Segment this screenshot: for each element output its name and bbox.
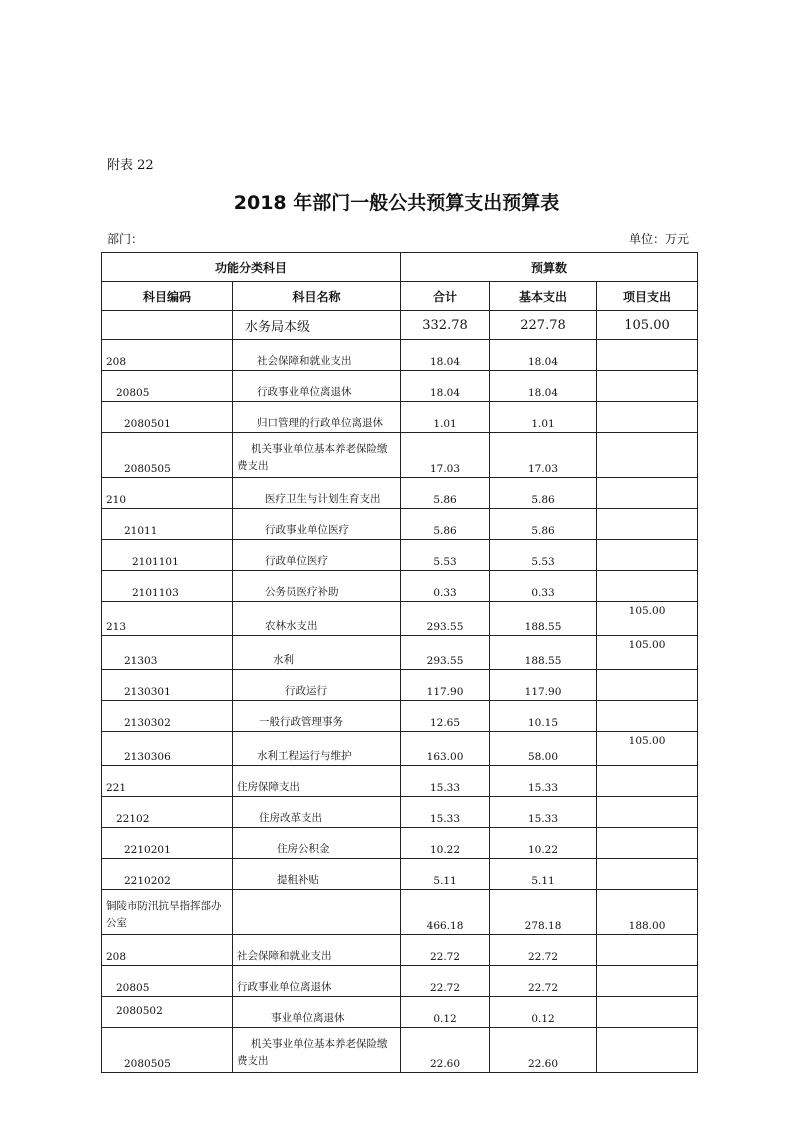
cell-project xyxy=(597,340,698,371)
cell-name: 一般行政管理事务 xyxy=(233,701,401,732)
cell-total: 12.65 xyxy=(401,701,490,732)
cell-basic: 10.15 xyxy=(490,701,597,732)
cell-code: 铜陵市防汛抗旱指挥部办公室 xyxy=(102,890,233,935)
cell-project xyxy=(597,571,698,602)
cell-name: 行政单位医疗 xyxy=(233,540,401,571)
cell-project xyxy=(597,509,698,540)
cell-project xyxy=(597,478,698,509)
cell-name: 行政事业单位离退休 xyxy=(233,371,401,402)
cell-basic: 5.86 xyxy=(490,509,597,540)
header-basic: 基本支出 xyxy=(490,282,597,311)
cell-code: 2130301 xyxy=(102,670,233,701)
cell-code: 208 xyxy=(102,340,233,371)
cell-total: 5.53 xyxy=(401,540,490,571)
cell-code: 2080501 xyxy=(102,402,233,433)
budget-table xyxy=(101,252,698,1073)
cell-basic: 1.01 xyxy=(490,402,597,433)
cell-project xyxy=(597,935,698,966)
cell-total: 17.03 xyxy=(401,433,490,478)
cell-name: 归口管理的行政单位离退休 xyxy=(233,402,401,433)
cell-basic: 227.78 xyxy=(490,311,597,340)
cell-code: 2130302 xyxy=(102,701,233,732)
cell-basic: 22.60 xyxy=(490,1028,597,1073)
table-header-row xyxy=(102,282,698,311)
cell-basic: 278.18 xyxy=(490,890,597,935)
cell-code: 2080505 xyxy=(102,433,233,478)
cell-total: 5.86 xyxy=(401,478,490,509)
header-budget-group: 预算数 xyxy=(401,253,698,282)
cell-basic: 0.12 xyxy=(490,997,597,1028)
cell-project xyxy=(597,966,698,997)
cell-basic: 188.55 xyxy=(490,602,597,636)
cell-name: 水利工程运行与维护 xyxy=(233,732,401,766)
table-row xyxy=(102,636,698,670)
cell-code: 21303 xyxy=(102,636,233,670)
cell-name: 事业单位离退休 xyxy=(233,997,401,1028)
cell-total: 15.33 xyxy=(401,766,490,797)
header-total: 合计 xyxy=(401,282,490,311)
cell-basic: 18.04 xyxy=(490,340,597,371)
cell-project xyxy=(597,701,698,732)
cell-basic: 15.33 xyxy=(490,797,597,828)
table-row xyxy=(102,602,698,636)
cell-name: 住房公积金 xyxy=(233,828,401,859)
cell-total: 466.18 xyxy=(401,890,490,935)
cell-basic: 5.53 xyxy=(490,540,597,571)
cell-name: 机关事业单位基本养老保险缴费支出 xyxy=(233,433,401,478)
cell-name: 提租补贴 xyxy=(233,859,401,890)
table-row xyxy=(102,670,698,701)
cell-project xyxy=(597,1028,698,1073)
cell-total: 293.55 xyxy=(401,602,490,636)
cell-basic: 58.00 xyxy=(490,732,597,766)
cell-basic: 18.04 xyxy=(490,371,597,402)
cell-code: 20805 xyxy=(102,966,233,997)
cell-code: 2210201 xyxy=(102,828,233,859)
cell-code xyxy=(102,311,233,340)
table-group-header-row xyxy=(102,253,698,282)
cell-name: 社会保障和就业支出 xyxy=(233,340,401,371)
table-row xyxy=(102,340,698,371)
table-row xyxy=(102,433,698,478)
cell-project xyxy=(597,433,698,478)
cell-name: 水利 xyxy=(233,636,401,670)
table-row xyxy=(102,509,698,540)
table-row xyxy=(102,797,698,828)
cell-code: 2101103 xyxy=(102,571,233,602)
table-row xyxy=(102,540,698,571)
cell-basic: 10.22 xyxy=(490,828,597,859)
table-row xyxy=(102,859,698,890)
cell-project: 105.00 xyxy=(597,311,698,340)
cell-code: 2130306 xyxy=(102,732,233,766)
table-row xyxy=(102,402,698,433)
cell-basic: 17.03 xyxy=(490,433,597,478)
cell-basic: 22.72 xyxy=(490,966,597,997)
table-row xyxy=(102,935,698,966)
cell-code: 2080502 xyxy=(102,997,233,1028)
table-row xyxy=(102,828,698,859)
cell-project xyxy=(597,797,698,828)
cell-name xyxy=(233,890,401,935)
unit-label: 单位：万元 xyxy=(628,232,689,246)
cell-total: 1.01 xyxy=(401,402,490,433)
cell-total: 22.72 xyxy=(401,935,490,966)
cell-project xyxy=(597,997,698,1028)
cell-code: 2101101 xyxy=(102,540,233,571)
table-row xyxy=(102,766,698,797)
cell-project xyxy=(597,766,698,797)
cell-name: 农林水支出 xyxy=(233,602,401,636)
cell-name: 社会保障和就业支出 xyxy=(233,935,401,966)
table-row xyxy=(102,966,698,997)
table-row xyxy=(102,311,698,340)
page-title: 2018 年部门一般公共预算支出预算表 xyxy=(233,192,560,214)
cell-basic: 188.55 xyxy=(490,636,597,670)
cell-code: 21011 xyxy=(102,509,233,540)
cell-name: 行政运行 xyxy=(233,670,401,701)
department-label: 部门： xyxy=(107,232,144,246)
table-row xyxy=(102,371,698,402)
cell-project: 105.00 xyxy=(597,636,698,670)
cell-project xyxy=(597,670,698,701)
cell-total: 22.60 xyxy=(401,1028,490,1073)
cell-basic: 15.33 xyxy=(490,766,597,797)
cell-total: 0.33 xyxy=(401,571,490,602)
cell-total: 18.04 xyxy=(401,340,490,371)
cell-code: 221 xyxy=(102,766,233,797)
cell-project xyxy=(597,828,698,859)
cell-total: 293.55 xyxy=(401,636,490,670)
cell-project: 105.00 xyxy=(597,732,698,766)
cell-code: 213 xyxy=(102,602,233,636)
cell-name: 住房保障支出 xyxy=(233,766,401,797)
cell-total: 0.12 xyxy=(401,997,490,1028)
cell-code: 208 xyxy=(102,935,233,966)
table-row xyxy=(102,571,698,602)
cell-project xyxy=(597,371,698,402)
cell-basic: 5.86 xyxy=(490,478,597,509)
cell-name: 机关事业单位基本养老保险缴费支出 xyxy=(233,1028,401,1073)
table-row xyxy=(102,997,698,1028)
cell-name: 水务局本级 xyxy=(233,311,401,340)
cell-project xyxy=(597,859,698,890)
cell-name: 公务员医疗补助 xyxy=(233,571,401,602)
table-row xyxy=(102,701,698,732)
table-row xyxy=(102,732,698,766)
table-row xyxy=(102,890,698,935)
header-name: 科目名称 xyxy=(233,282,401,311)
cell-name: 行政事业单位医疗 xyxy=(233,509,401,540)
appendix-label: 附表 22 xyxy=(107,158,154,173)
cell-project: 188.00 xyxy=(597,890,698,935)
cell-name: 医疗卫生与计划生育支出 xyxy=(233,478,401,509)
table-row xyxy=(102,478,698,509)
cell-project xyxy=(597,402,698,433)
cell-basic: 22.72 xyxy=(490,935,597,966)
cell-name: 住房改革支出 xyxy=(233,797,401,828)
cell-name: 行政事业单位离退休 xyxy=(233,966,401,997)
cell-total: 5.86 xyxy=(401,509,490,540)
cell-total: 18.04 xyxy=(401,371,490,402)
cell-code: 210 xyxy=(102,478,233,509)
cell-project: 105.00 xyxy=(597,602,698,636)
cell-total: 15.33 xyxy=(401,797,490,828)
cell-total: 22.72 xyxy=(401,966,490,997)
cell-basic: 117.90 xyxy=(490,670,597,701)
table-row xyxy=(102,1028,698,1073)
cell-total: 163.00 xyxy=(401,732,490,766)
cell-basic: 5.11 xyxy=(490,859,597,890)
cell-total: 5.11 xyxy=(401,859,490,890)
cell-total: 117.90 xyxy=(401,670,490,701)
cell-code: 2080505 xyxy=(102,1028,233,1073)
cell-code: 22102 xyxy=(102,797,233,828)
header-code: 科目编码 xyxy=(102,282,233,311)
cell-total: 10.22 xyxy=(401,828,490,859)
cell-code: 2210202 xyxy=(102,859,233,890)
cell-basic: 0.33 xyxy=(490,571,597,602)
cell-project xyxy=(597,540,698,571)
header-function-group: 功能分类科目 xyxy=(102,253,401,282)
cell-total: 332.78 xyxy=(401,311,490,340)
cell-code: 20805 xyxy=(102,371,233,402)
header-project: 项目支出 xyxy=(597,282,698,311)
